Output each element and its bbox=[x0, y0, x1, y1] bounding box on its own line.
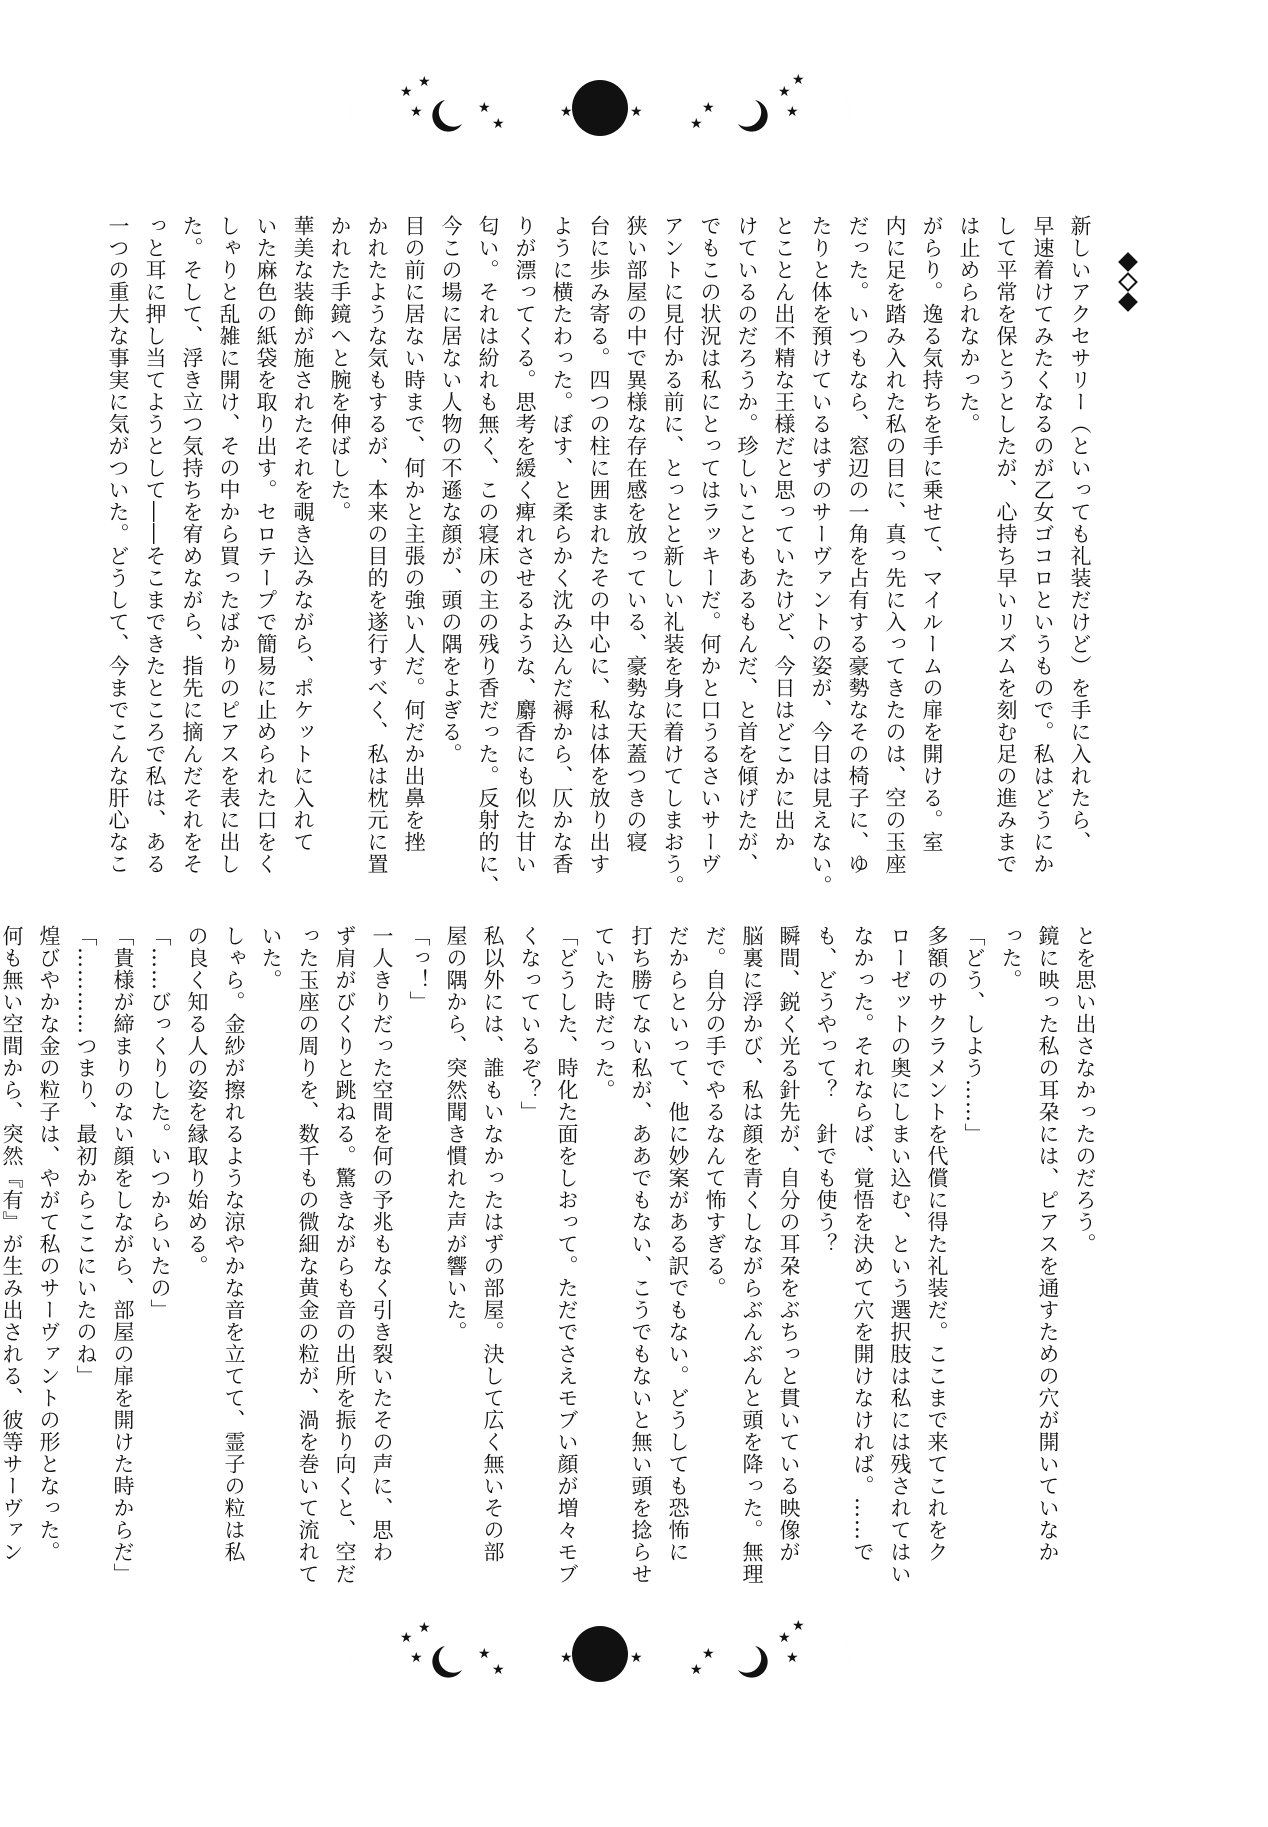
paragraph: 煌びやかな金の粒子は、やがて私のサーヴァントの形となった。 何も無い空間から、突然『有』が生み出される、彼等サーヴァン bbox=[0, 925, 61, 1563]
diamond-scene-break-icon bbox=[1115, 255, 1141, 315]
svg-text:★: ★ bbox=[792, 72, 805, 88]
paragraph: 新しいアクセサリー（といっても礼装だけど）を手に入れたら、 早速着けてみたくなるのが乙女ゴコロというもので。私はどうにか して平常を保とうとしたが、心持ち早いリズムを刻む足の進みまで は止められなかった。 bbox=[957, 215, 1092, 875]
dialogue-line: 「貴様が締まりのない顔をしながら、部屋の扉を開けた時からだ」 bbox=[111, 925, 135, 1585]
moon-stars-divider-icon bbox=[330, 72, 870, 152]
paragraph: 狭い部屋の中で異様な存在感を放っている、豪勢な天蓋つきの寝 台に歩み寄る。四つの柱に囲まれたその中心に、私は体を放り出す ように横たわった。ぼす、と柔らかく沈み込んだ褥から、仄かな香 りが漂ってくる。思考を緩く痺れさせるような、麝香にも似た甘い 匂い。それは紛れも無く、この寝床の主の残り香だった。反射的に、 今この場に居ない人物の不遜な顔が、頭の隅をよぎる。 bbox=[439, 215, 648, 897]
paragraph: 一人きりだった空間を何の予兆もなく引き裂いたその声に、思わ ず肩がびくりと跳ねる。驚きながらも音の出所を振り向くと、空だ った玉座の周りを、数千もの微細な黄金の粒が、渦を巻いて流れて いた。 bbox=[259, 925, 394, 1585]
paragraph: 私以外には、誰もいなかったはずの部屋。決して広く無いその部 屋の隅から、突然聞き慣れた声が響いた。 bbox=[444, 925, 505, 1563]
paragraph: だからといって、他に妙案がある訳でもない。どうしても恐怖に 打ち勝てない私が、ああでもない、こうでもないと無い頭を捻らせ ていた時だった。 bbox=[592, 925, 690, 1585]
svg-text:★: ★ bbox=[630, 1650, 643, 1666]
svg-text:★: ★ bbox=[418, 1620, 431, 1636]
svg-text:★: ★ bbox=[778, 1630, 791, 1646]
paragraph: 目の前に居ない時まで、何かと主張の強い人だ。何だか出鼻を挫 かれたような気もするが、本来の目的を遂行すべく、私は枕元に置 かれた手鏡へと腕を伸ばした。 bbox=[328, 215, 426, 875]
svg-text:★: ★ bbox=[492, 116, 505, 132]
svg-text:★: ★ bbox=[400, 1630, 413, 1646]
dialogue-line: 「どうした、時化た面をしおって。ただでさえモブい顔が増々モブ くなっているぞ？」 bbox=[518, 925, 579, 1585]
svg-text:★: ★ bbox=[630, 104, 643, 120]
svg-text:★: ★ bbox=[418, 74, 431, 90]
svg-text:★: ★ bbox=[786, 1650, 799, 1666]
paragraph: 多額のサクラメントを代償に得た礼装だ。ここまで来てこれをク ローゼットの奥にしまい込む、という選択肢は私には残されてはい なかった。それならば、覚悟を決めて穴を開けなければ。……で も、どうやって？ 針でも使う？ bbox=[814, 925, 949, 1585]
svg-text:★: ★ bbox=[702, 100, 715, 116]
svg-text:★: ★ bbox=[478, 1646, 491, 1662]
dialogue-line: 「っ！」 bbox=[407, 925, 431, 1013]
svg-text:★: ★ bbox=[792, 1618, 805, 1634]
dialogue-line: 「……びっくりした。いつからいたの」 bbox=[148, 925, 172, 1321]
svg-text:★: ★ bbox=[410, 104, 423, 120]
svg-text:★: ★ bbox=[702, 1646, 715, 1662]
svg-text:★: ★ bbox=[560, 1650, 573, 1666]
svg-text:★: ★ bbox=[478, 100, 491, 116]
svg-text:★: ★ bbox=[560, 104, 573, 120]
paragraph: 華美な装飾が施されたそれを覗き込みながら、ポケットに入れて いた麻色の紙袋を取り出す。セロテープで簡易に止められた口をく しゃりと乱雑に開け、その中から買ったばかりのピアスを表に出し た。そして、浮き立つ気持ちを宥めながら、指先に摘んだそれをそ っと耳に押し当てようとして――そこまできたところで私は、ある 一つの重大な事実に気がついた。どうして、今までこんな肝心なこ bbox=[106, 215, 315, 875]
svg-text:★: ★ bbox=[778, 84, 791, 100]
svg-text:★: ★ bbox=[690, 116, 703, 132]
moon-stars-divider-icon bbox=[330, 1618, 870, 1698]
paragraph: 鏡に映った私の耳朶には、ピアスを通すための穴が開いていなか った。 bbox=[999, 925, 1060, 1563]
svg-text:★: ★ bbox=[786, 104, 799, 120]
lower-text-block bbox=[0, 925, 1103, 1585]
svg-text:★: ★ bbox=[400, 84, 413, 100]
paragraph: がらり。逸る気持ちを手に乗せて、マイルームの扉を開ける。室 内に足を踏み入れた私の目に、真っ先に入ってきたのは、空の玉座 だった。いつもなら、窓辺の一角を占有する豪勢なその椅子に、ゆ たりと体を預けているはずのサーヴァントの姿が、今日は見えない。 bbox=[809, 215, 944, 897]
paragraph: とことん出不精な王様だと思っていたけど、今日はどこかに出か けているのだろうか。珍しいこともあるもんだ、と首を傾げたが、 でもこの状況は私にとってはラッキーだ。何かと口うるさいサーヴ アントに見付かる前に、とっとと新しい礼装を身に着けてしまおう。 bbox=[661, 215, 796, 897]
paragraph: しゃら。金紗が擦れるような涼やかな音を立てて、霊子の粒は私 の良く知る人の姿を縁取り始める。 bbox=[185, 925, 246, 1563]
svg-text:★: ★ bbox=[410, 1650, 423, 1666]
dialogue-line: 「どう、しよう……」 bbox=[962, 925, 986, 1145]
svg-text:★: ★ bbox=[690, 1662, 703, 1678]
paragraph: 瞬間、鋭く光る針先が、自分の耳朶をぶちっと貫いている映像が 脳裏に浮かび、私は顔を青くしながらぶんぶんと頭を降った。無理 だ。自分の手でやるなんて怖すぎる。 bbox=[703, 925, 801, 1585]
upper-text-block bbox=[106, 215, 1098, 897]
paragraph: とを思い出さなかったのだろう。 bbox=[1073, 925, 1097, 1255]
svg-text:★: ★ bbox=[492, 1662, 505, 1678]
dialogue-line: 「…………つまり、最初からここにいたのね」 bbox=[74, 925, 98, 1387]
